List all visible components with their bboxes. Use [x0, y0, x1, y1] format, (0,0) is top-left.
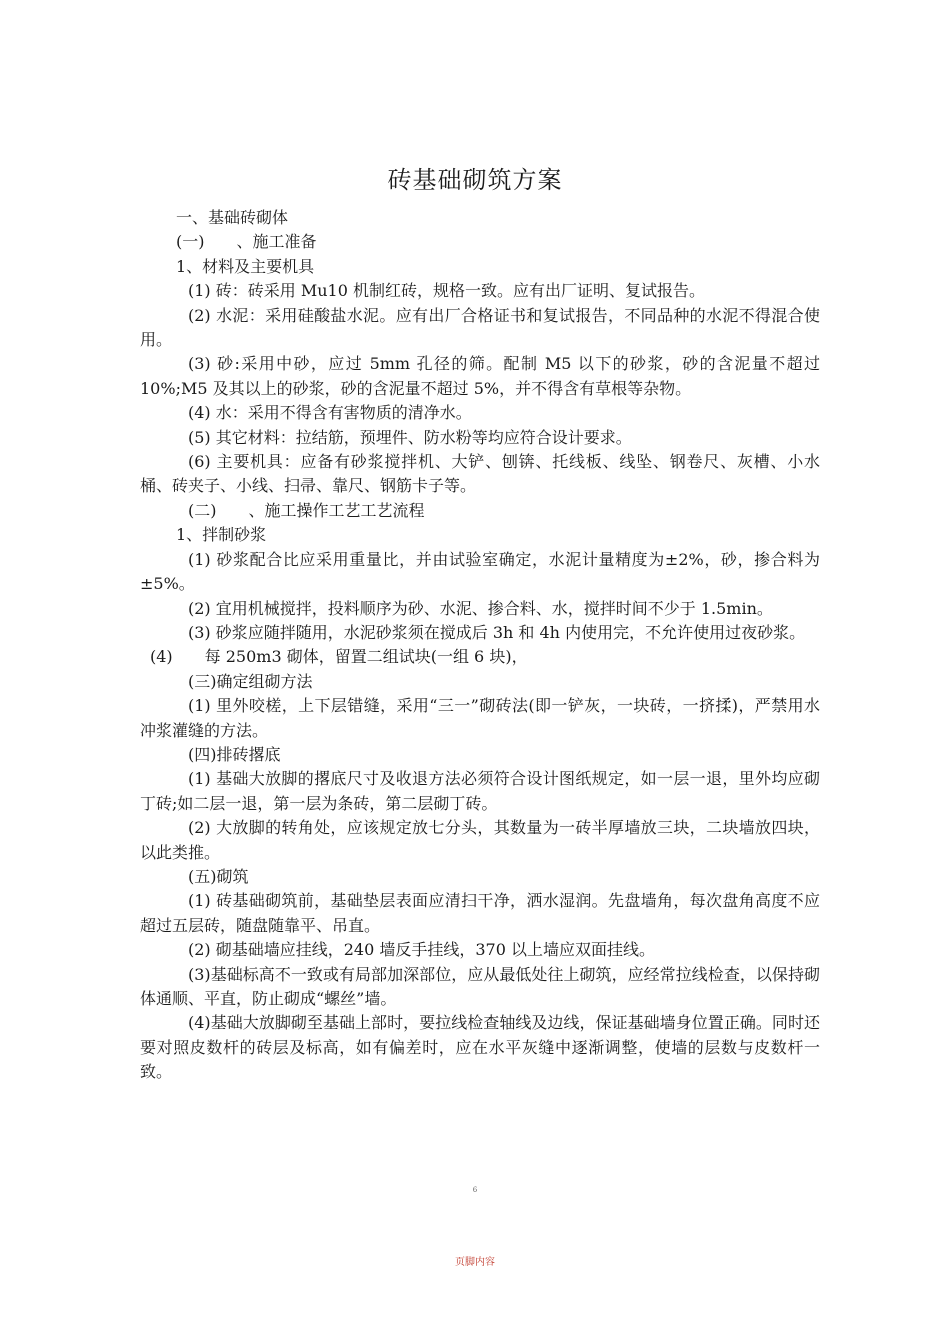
paragraph-elevation: (3)基础标高不一致或有局部加深部位，应从最低处往上砌筑，应经常拉线检查，以保持砌体通顺、平直，防止砌成“螺丝”墙。: [140, 964, 820, 1008]
item-heading-materials: 1、材料及主要机具: [176, 256, 315, 276]
paragraph-pre-masonry: (1) 砖基础砌筑前，基础垫层表面应清扫干净，洒水湿润。先盘墙角，每次盘角高度不应超过五层砖，随盘随靠平、吊直。: [140, 891, 820, 935]
subsection-heading-masonry: (五)砌筑: [188, 866, 249, 886]
paragraph-main-tools: (6) 主要机具：应备有砂浆搅拌机、大铲、刨锛、托线板、线坠、钢卷尺、灰槽、小水桶、砖夹子、小线、扫帚、靠尺、钢筋卡子等。: [140, 452, 820, 496]
paragraph-corners: (2) 大放脚的转角处，应该规定放七分头，其数量为一砖半厚墙放三块，二块墙放四块，以此类推。: [140, 818, 820, 862]
subsection-heading-method: (三)确定组砌方法: [188, 671, 313, 691]
paragraph-axis-check: (4)基础大放脚砌至基础上部时，要拉线检查轴线及边线，保证基础墙身位置正确。同时还要对照皮数杆的砖层及标高，如有偏差时，应在水平灰缝中逐渐调整，使墙的层数与皮数杆一致。: [140, 1013, 820, 1082]
paragraph-other-materials: (5) 其它材料：拉结筋，预埋件、防水粉等均应符合设计要求。: [188, 427, 632, 447]
paragraph-footing-size: (1) 基础大放脚的撂底尺寸及收退方法必须符合设计图纸规定，如一层一退，里外均应砌丁砖;如二层一退，第一层为条砖，第二层砌丁砖。: [140, 769, 820, 813]
section-heading-1: 一、基础砖砌体: [176, 208, 289, 227]
paragraph-water: (4) 水：采用不得含有害物质的清净水。: [188, 403, 472, 423]
paragraph-use-time: (3) 砂浆应随拌随用，水泥砂浆须在搅成后 3h 和 4h 内使用完，不允许使用过夜砂浆。: [188, 622, 806, 642]
subsection-heading-process: (二) 、施工操作工艺工艺流程: [188, 500, 425, 520]
subsection-heading-prep: (一) 、施工准备: [176, 232, 317, 252]
paragraph-test-blocks: (4) 每 250m3 砌体，留置二组试块(一组 6 块)，: [150, 647, 528, 667]
paragraph-line-hanging: (2) 砌基础墙应挂线，240 墙反手挂线，370 以上墙应双面挂线。: [188, 940, 656, 960]
subsection-heading-layout: (四)排砖撂底: [188, 744, 281, 764]
item-heading-mortar: 1、拌制砂浆: [176, 525, 267, 545]
paragraph-mixing: (2) 宜用机械搅拌，投料顺序为砂、水泥、掺合料、水，搅拌时间不少于 1.5min。: [188, 598, 773, 618]
paragraph-mix-ratio: (1) 砂浆配合比应采用重量比，并由试验室确定，水泥计量精度为±2%，砂，掺合料为±5%。: [140, 549, 820, 594]
paragraph-cement: (2) 水泥：采用硅酸盐水泥。应有出厂合格证书和复试报告，不同品种的水泥不得混合使用。: [140, 305, 820, 350]
page-footer: 页脚内容: [455, 1257, 495, 1268]
page-number: 6: [472, 1186, 478, 1194]
paragraph-brick: (1) 砖：砖采用 Mu10 机制红砖，规格一致。应有出厂证明、复试报告。: [188, 281, 705, 301]
paragraph-sand: (3) 砂:采用中砂，应过 5mm 孔径的筛。配制 M5 以下的砂浆，砂的含泥量不超过 10%;M5 及其以上的砂浆，砂的含泥量不超过 5%，并不得含有草根等杂物。: [140, 354, 820, 398]
document-body: [140, 206, 820, 1085]
paragraph-bonding: (1) 里外咬槎，上下层错缝，采用“三一”砌砖法(即一铲灰，一块砖，一挤揉)，严禁用水冲浆灌缝的方法。: [140, 696, 820, 740]
document-title: 砖基础砌筑方案: [387, 166, 563, 194]
